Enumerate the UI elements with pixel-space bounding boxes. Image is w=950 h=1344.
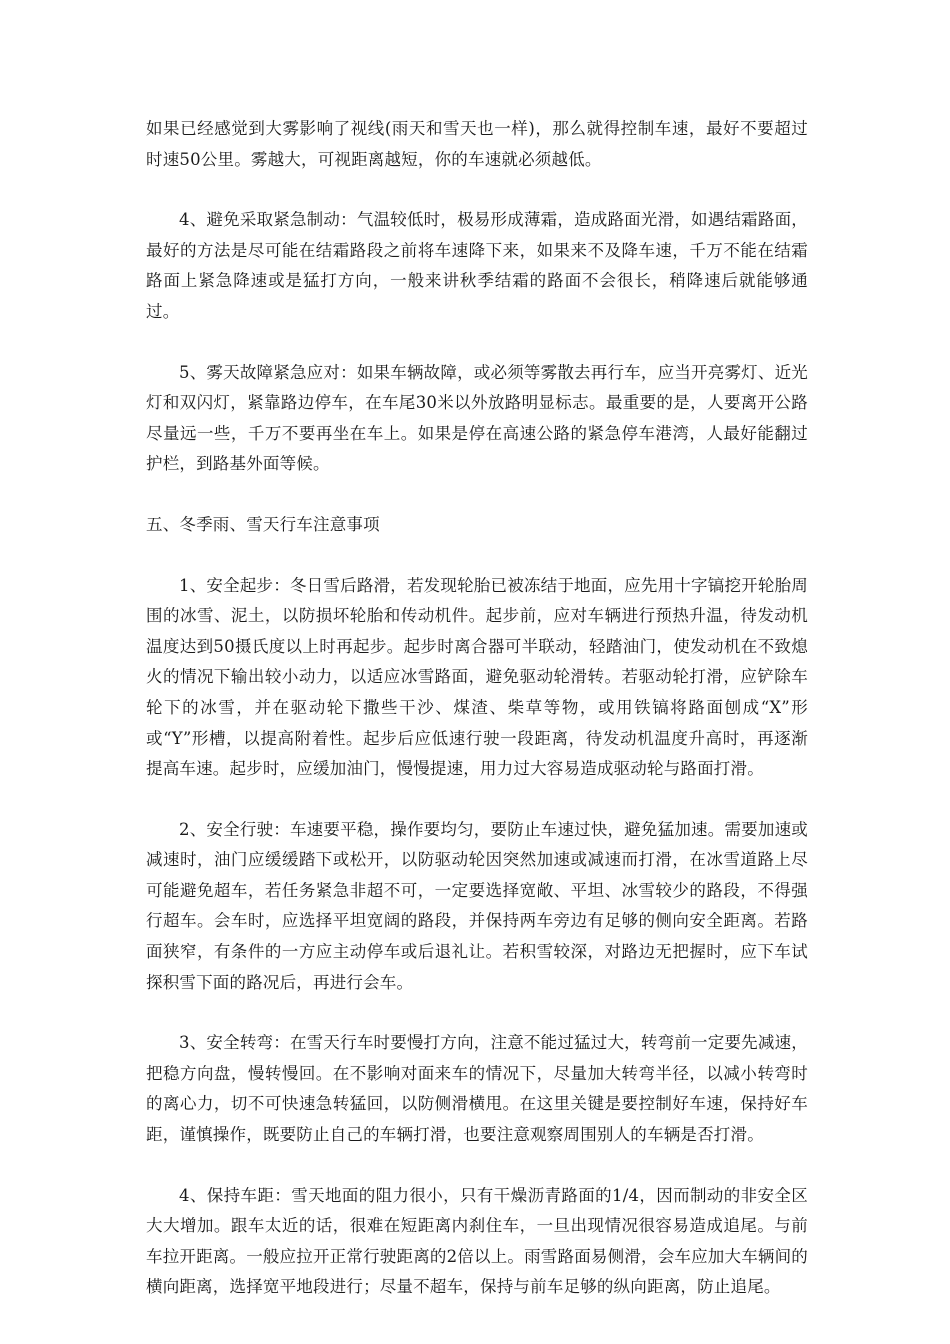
- paragraph-safe-turning: 3、安全转弯：在雪天行车时要慢打方向，注意不能过猛过大，转弯前一定要先减速，把稳方向盘，慢转慢回。在不影响对面来车的情况下，尽量加大转弯半径，以减小转弯时的离心力，切不可快速急转猛回，以防侧滑横甩。在这里关键是要控制好车速，保持好车距，谨慎操作，既要防止自己的车辆打滑，也要注意观察周围别人的车辆是否打滑。: [146, 1033, 808, 1145]
- paragraph-fog-breakdown: 5、雾天故障紧急应对：如果车辆故障，或必须等雾散去再行车，应当开亮雾灯、近光灯和双闪灯，紧靠路边停车，在车尾30米以外放路明显标志。最重要的是，人要离开公路尽量远一些，千万不要再坐在车上。如果是停在高速公路的紧急停车港湾，人最好能翻过护栏，到路基外面等候。: [146, 362, 808, 474]
- paragraph-safe-driving: 2、安全行驶：车速要平稳，操作要均匀，要防止车速过快，避免猛加速。需要加速或减速时，油门应缓缓踏下或松开，以防驱动轮因突然加速或减速而打滑，在冰雪道路上尽可能避免超车，若任务紧急非超不可，一定要选择宽敞、平坦、冰雪较少的路段，不得强行超车。会车时，应选择平坦宽阔的路段，并保持两车旁边有足够的侧向安全距离。若路面狭窄，有条件的一方应主动停车或后退礼让。若积雪较深，对路边无把握时，应下车试探积雪下面的路况后，再进行会车。: [146, 819, 808, 992]
- paragraph-safe-start: 1、安全起步：冬日雪后路滑，若发现轮胎已被冻结于地面，应先用十字镐挖开轮胎周围的冰雪、泥土，以防损坏轮胎和传动机件。起步前，应对车辆进行预热升温，待发动机温度达到50摄氏度以上时再起步。起步时离合器可半联动，轻踏油门，使发动机在不致熄火的情况下输出较小动力，以适应冰雪路面，避免驱动轮滑转。若驱动轮打滑，应铲除车轮下的冰雪，并在驱动轮下撒些干沙、煤渣、柴草等物，或用铁镐将路面刨成“X”形或“Y”形槽，以提高附着性。起步后应低速行驶一段距离，待发动机温度升高时，再逐渐提高车速。起步时，应缓加油门，慢慢提速，用力过大容易造成驱动轮与路面打滑。: [146, 575, 808, 779]
- paragraph-keep-distance: 4、保持车距：雪天地面的阻力很小，只有干燥沥青路面的1/4，因而制动的非安全区大大增加。跟车太近的话，很难在短距离内刹住车，一旦出现情况很容易造成追尾。与前车拉开距离。一般应拉开正常行驶距离的2倍以上。雨雪路面易侧滑，会车应加大车辆间的横向距离，选择宽平地段进行；尽量不超车，保持与前车足够的纵向距离，防止追尾。: [146, 1185, 808, 1297]
- document-body: [146, 114, 808, 1333]
- paragraph-fog-speed: 如果已经感觉到大雾影响了视线(雨天和雪天也一样)，那么就得控制车速，最好不要超过时速50公里。雾越大，可视距离越短，你的车速就必须越低。: [146, 119, 808, 169]
- section-heading-winter: 五、冬季雨、雪天行车注意事项: [146, 514, 380, 534]
- paragraph-avoid-emergency-brake: 4、避免采取紧急制动：气温较低时，极易形成薄霜，造成路面光滑，如遇结霜路面，最好的方法是尽可能在结霜路段之前将车速降下来，如果来不及降车速，千万不能在结霜路面上紧急降速或是猛打方向，一般来讲秋季结霜的路面不会很长，稍降速后就能够通过。: [146, 210, 808, 321]
